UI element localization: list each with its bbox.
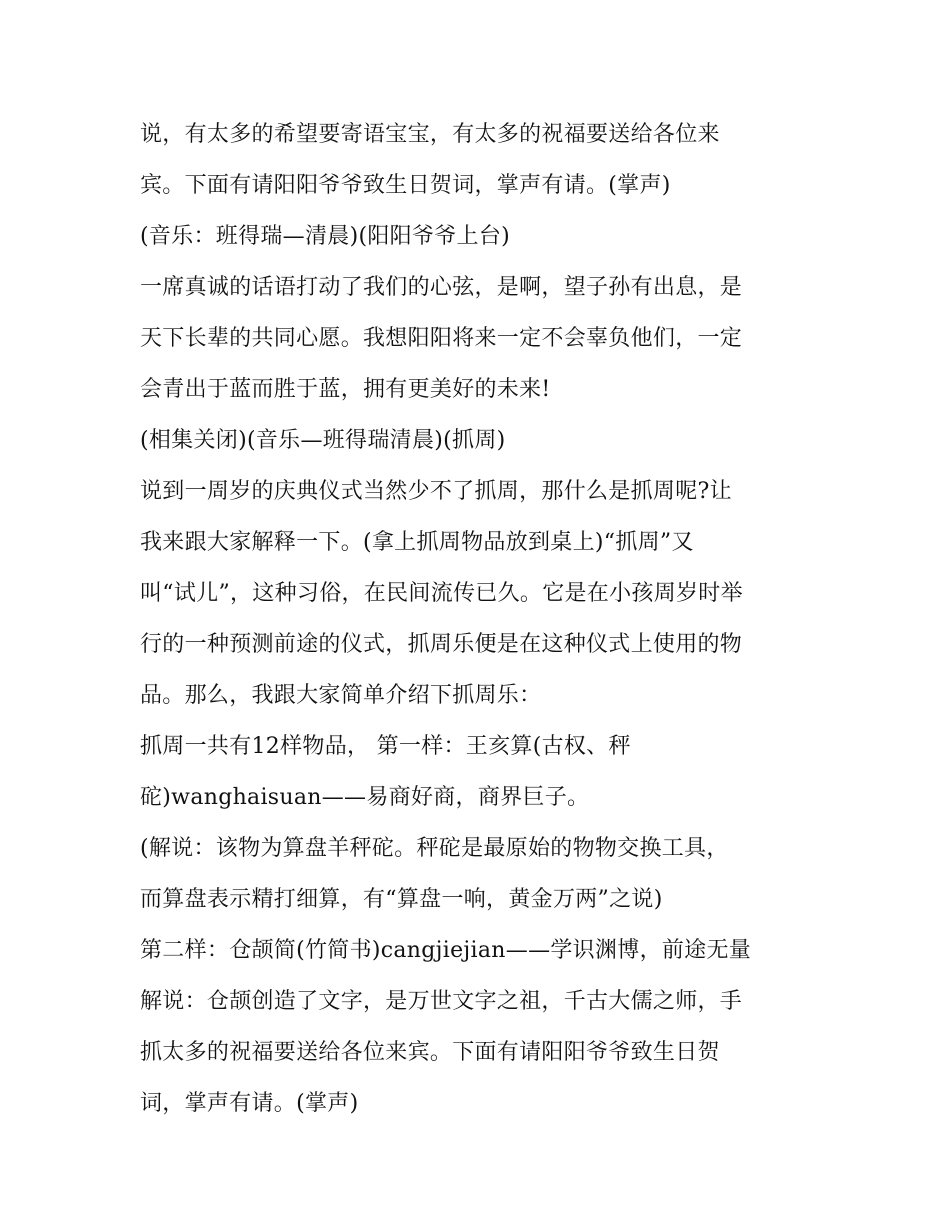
text-line: 说到一周岁的庆典仪式当然少不了抓周，那什么是抓周呢?让 — [140, 479, 732, 504]
text-line: 词，掌声有请。(掌声) — [140, 1091, 359, 1116]
text-line: 叫“试儿”，这种习俗，在民间流传已久。它是在小孩周岁时举 — [140, 581, 743, 606]
text-line: 抓周一共有12样物品， 第一样：王亥算(古权、秤 — [140, 734, 631, 759]
text-line: 品。那么，我跟大家简单介绍下抓周乐： — [140, 683, 542, 708]
text-line: 宾。下面有请阳阳爷爷致生日贺词，掌声有请。(掌声) — [140, 173, 671, 198]
text-line: 说，有太多的希望要寄语宝宝，有太多的祝福要送给各位来 — [140, 122, 720, 147]
text-line: 一席真诚的话语打动了我们的心弦，是啊，望子孙有出息，是 — [140, 275, 743, 300]
text-line: 而算盘表示精打细算，有“算盘一响，黄金万两”之说) — [140, 887, 663, 912]
text-line: 我来跟大家解释一下。(拿上抓周物品放到桌上)“抓周”又 — [140, 530, 694, 555]
text-line: 解说：仓颉创造了文字，是万世文字之祖，千古大儒之师，手 — [140, 989, 743, 1014]
text-line: 砣)wanghaisuan——易商好商，商界巨子。 — [140, 785, 590, 810]
text-line: 第二样：仓颉简(竹简书)cangjiejian——学识渊博，前途无量 — [140, 938, 752, 963]
text-line: (相集关闭)(音乐—班得瑞清晨)(抓周) — [140, 428, 506, 453]
text-line: 行的一种预测前途的仪式，抓周乐便是在这种仪式上使用的物 — [140, 632, 743, 657]
text-line: (解说：该物为算盘羊秤砣。秤砣是最原始的物物交换工具， — [140, 836, 729, 861]
document-body — [140, 109, 820, 1129]
text-line: (音乐：班得瑞—清晨)(阳阳爷爷上台) — [140, 224, 511, 249]
text-line: 天下长辈的共同心愿。我想阳阳将来一定不会辜负他们，一定 — [140, 326, 743, 351]
text-line: 会青出于蓝而胜于蓝，拥有更美好的未来! — [140, 377, 551, 402]
text-line: 抓太多的祝福要送给各位来宾。下面有请阳阳爷爷致生日贺 — [140, 1040, 720, 1065]
